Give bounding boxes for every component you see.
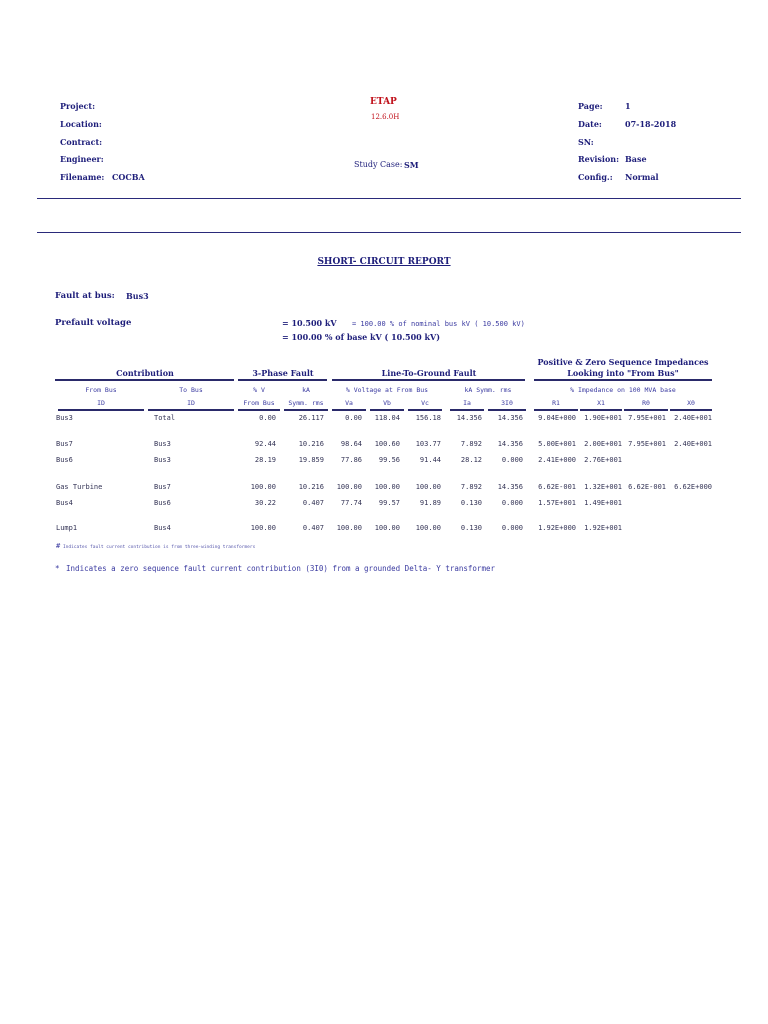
cell-va: 100.00 [336,483,362,491]
cell-ka-symm: 0.407 [302,499,324,507]
cell-to-id: Bus6 [154,499,171,507]
cell-ia: 14.356 [456,414,482,422]
col-ia: Ia [463,399,471,407]
col-underline [284,409,328,411]
cell-from-id: Bus3 [56,414,73,422]
cell-vc: 100.00 [415,483,441,491]
col-underline [58,409,144,411]
cell-x1: 1.32E+001 [584,483,622,491]
cell-ka-symm: 10.216 [298,440,324,448]
cell-r1: 1.92E+000 [538,524,576,532]
project-label: Project: [60,101,96,111]
col-r1: R1 [552,399,560,407]
cell-ka-symm: 19.859 [298,456,324,464]
cell-ia: 7.892 [460,483,482,491]
col-to-id: ID [187,399,195,407]
col-underline [580,409,622,411]
cell-vc: 91.89 [419,499,441,507]
col-x0: X0 [687,399,695,407]
engineer-label: Engineer: [60,154,104,164]
col-underline [534,409,578,411]
cell-vc: 103.77 [415,440,441,448]
cell-x1: 1.92E+001 [584,524,622,532]
group-impedance-line2: Looking into "From Bus" [567,368,679,378]
col-underline [624,409,668,411]
group-contribution: Contribution [116,368,174,378]
hash-symbol: # [56,542,61,550]
cell-r1: 6.62E-001 [538,483,576,491]
cell-vb: 118.04 [374,414,400,422]
cell-r1: 1.57E+001 [538,499,576,507]
cell-r1: 2.41E+000 [538,456,576,464]
col-3i0: 3I0 [501,399,513,407]
cell-r1: 5.00E+001 [538,440,576,448]
prefault-kv: = 10.500 kV [282,318,337,328]
study-case-value: SM [404,160,419,170]
cell-ia: 0.130 [460,499,482,507]
cell-from-id: Bus6 [56,456,73,464]
cell-va: 98.64 [340,440,362,448]
cell-ia: 7.892 [460,440,482,448]
cell-pct-v: 28.19 [254,456,276,464]
subheader-from-bus: From Bus [85,386,117,394]
group-three-phase: 3-Phase Fault [252,368,314,378]
cell-x0: 6.62E+000 [674,483,712,491]
col-underline [148,409,234,411]
col-x1: X1 [597,399,605,407]
cell-pct-v: 30.22 [254,499,276,507]
cell-vb: 99.57 [378,499,400,507]
col-underline [488,409,526,411]
page-label: Page: [578,101,603,111]
cell-va: 77.86 [340,456,362,464]
app-version: 12.6.0H [371,113,400,121]
config-label: Config.: [578,172,613,182]
fault-at-bus-label: Fault at bus: [55,291,115,301]
cell-3i0: 0.000 [501,524,523,532]
cell-ia: 28.12 [460,456,482,464]
revision-value: Base [625,154,647,164]
col-from-id: ID [97,399,105,407]
col-underline [332,409,366,411]
cell-pct-v: 92.44 [254,440,276,448]
hash-note [56,542,255,550]
subheader-impedance-base: % Impedance on 100 MVA base [570,386,676,394]
cell-x0: 2.40E+001 [674,414,712,422]
group-ltg-underline [332,379,525,381]
cell-3i0: 0.000 [501,456,523,464]
report-title: SHORT- CIRCUIT REPORT [317,257,451,267]
cell-ka-symm: 10.216 [298,483,324,491]
study-case-label: Study Case: [354,160,403,169]
col-underline [670,409,712,411]
star-note-text: Indicates a zero sequence fault current contribution (3I0) from a grounded Delta- Y transformer [66,564,495,573]
cell-va: 100.00 [336,524,362,532]
header-divider-bottom [37,232,741,233]
cell-to-id: Bus4 [154,524,171,532]
col-vb: Vb [383,399,391,407]
cell-pct-v: 100.00 [250,524,276,532]
cell-vb: 100.00 [374,483,400,491]
cell-to-id: Bus3 [154,456,171,464]
cell-ka-symm: 0.407 [302,524,324,532]
subheader-ka: kA [302,386,310,394]
header-divider-top [37,198,741,199]
col-underline [408,409,442,411]
cell-vb: 99.56 [378,456,400,464]
subheader-to-bus: To Bus [179,386,203,394]
config-value: Normal [625,172,659,182]
cell-ka-symm: 26.117 [298,414,324,422]
cell-3i0: 14.356 [497,440,523,448]
filename-value: COCBA [112,172,145,182]
cell-to-id: Bus3 [154,440,171,448]
date-label: Date: [578,119,602,129]
prefault-voltage-label: Prefault voltage [55,318,132,328]
cell-vb: 100.00 [374,524,400,532]
page-value: 1 [625,101,631,111]
cell-from-id: Bus7 [56,440,73,448]
cell-r0: 7.95E+001 [628,440,666,448]
fault-bus-value: Bus3 [126,291,149,301]
filename-label: Filename: [60,172,105,182]
cell-pct-v: 0.00 [259,414,276,422]
cell-vc: 100.00 [415,524,441,532]
cell-to-id: Bus7 [154,483,171,491]
group-contribution-underline [55,379,234,381]
cell-va: 0.00 [345,414,362,422]
cell-r1: 9.04E+000 [538,414,576,422]
col-ka-symm-rms: Symm. rms [288,399,324,407]
group-three-phase-underline [238,379,327,381]
cell-x1: 2.00E+001 [584,440,622,448]
cell-r0: 6.62E-001 [628,483,666,491]
cell-vb: 100.60 [374,440,400,448]
subheader-pct-v: % V [253,386,265,394]
cell-3i0: 0.000 [501,499,523,507]
cell-x1: 2.76E+001 [584,456,622,464]
col-vc: Vc [421,399,429,407]
contract-label: Contract: [60,137,103,147]
cell-vc: 156.18 [415,414,441,422]
col-va: Va [345,399,353,407]
location-label: Location: [60,119,102,129]
cell-x0: 2.40E+001 [674,440,712,448]
col-underline [238,409,280,411]
cell-x1: 1.49E+001 [584,499,622,507]
cell-va: 77.74 [340,499,362,507]
hash-note-text: Indicates fault current contribution is from three-winding transformers [62,545,256,550]
app-name: ETAP [370,97,397,107]
star-symbol: * [55,564,60,573]
cell-ia: 0.130 [460,524,482,532]
cell-from-id: Lump1 [56,524,78,532]
group-ltg: Line-To-Ground Fault [381,368,477,378]
cell-vc: 91.44 [419,456,441,464]
prefault-nominal-note: = 100.00 % of nominal bus kV ( 10.500 kV) [352,320,525,328]
group-impedance-line1: Positive & Zero Sequence Impedances [537,357,709,367]
revision-label: Revision: [578,154,620,164]
group-impedance-underline [534,379,712,381]
col-underline [450,409,484,411]
col-underline [370,409,404,411]
cell-r0: 7.95E+001 [628,414,666,422]
col-pct-v-from-bus: From Bus [243,399,275,407]
cell-from-id: Gas Turbine [56,483,103,491]
cell-to-id: Total [154,414,176,422]
date-value: 07-18-2018 [625,119,677,129]
prefault-base-kv: = 100.00 % of base kV ( 10.500 kV) [282,332,441,342]
col-r0: R0 [642,399,650,407]
cell-3i0: 14.356 [497,483,523,491]
star-note [55,564,495,573]
cell-from-id: Bus4 [56,499,73,507]
subheader-voltage-from-bus: % Voltage at From Bus [345,386,429,394]
sn-label: SN: [578,137,594,147]
cell-3i0: 14.356 [497,414,523,422]
cell-pct-v: 100.00 [250,483,276,491]
cell-x1: 1.90E+001 [584,414,622,422]
subheader-ka-symm: kA Symm. rms [464,386,512,394]
